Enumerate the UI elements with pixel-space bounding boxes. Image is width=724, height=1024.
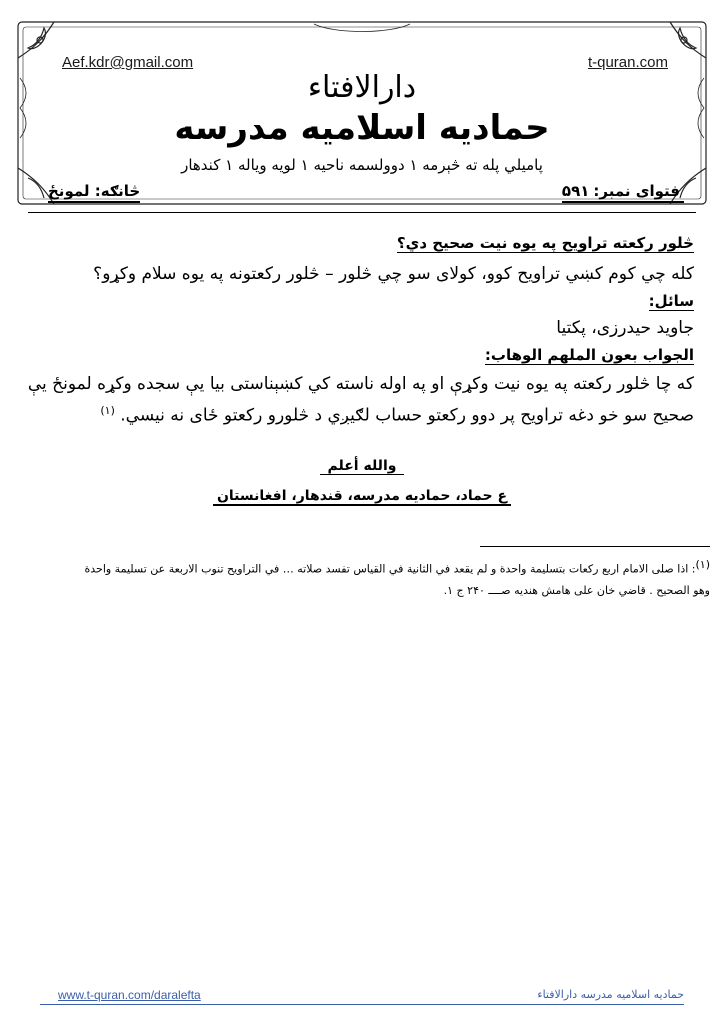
darul-ifta-title: دارالافتاء [307, 70, 417, 105]
answer-line-2-text: صحیح سو خو دغه تراویح پر دوو رکعتو حساب لګیږي د څلورو رکعتو ځای نه نیسي. [120, 405, 694, 426]
footnote-marker: (۱) [695, 558, 710, 571]
footnote-reference[interactable]: (۱) [100, 404, 115, 417]
fatwa-number-label: فتوای نمبر: [593, 182, 680, 200]
signature [0, 488, 724, 504]
madrasa-title: حمادیه اسلامیه مدرسه [174, 108, 550, 148]
footer-right-text: حمادیه اسلامیه مدرسه دارالافتاء [537, 988, 684, 1001]
footer-link[interactable]: www.t-quran.com/daralefta [58, 988, 201, 1002]
wallah-alam [0, 458, 724, 474]
answer-line-1: که چا څلور رکعته په یوه نیت وکړې او په اوله ناسته کي کښېناستی بیا یې سجده وکړه لمونځ یې [27, 374, 694, 394]
asker-label: سائل: [648, 292, 694, 310]
footnote-line-1 [84, 558, 710, 576]
footer-divider [40, 1004, 684, 1005]
footnote-line-2: وهو الصحيح . قاضي خان على هامش هنديه صــــ ۲۴۰ ج ۱. [443, 584, 710, 597]
header-divider [28, 212, 696, 213]
footnote-line-1-text: : اذا صلى الامام اربع ركعات بتسليمة واحدة و لم يقعد في الثانية في القياس تفسد صلاته … في التراويح تنوب الاربعة عن تسليمة واحدة [84, 562, 696, 576]
footnote-divider [480, 546, 710, 547]
fatwa-number [562, 182, 684, 203]
question-title: څلور رکعته تراویح په یوه نیت صحیح دي؟ [396, 234, 694, 252]
answer-label: الجواب بعون الملهم الوهاب: [484, 346, 694, 364]
email-link[interactable]: Aef.kdr@gmail.com [62, 54, 194, 71]
category-label: څانګه: لمونځ [48, 182, 140, 203]
website-link[interactable]: t-quran.com [587, 54, 668, 71]
asker-name: جاوید حیدرزی، پکتیا [556, 318, 694, 338]
answer-line-2 [100, 404, 694, 426]
signature-text: ع حماد، حمادیه مدرسه، قندهار، افغانستان [213, 488, 511, 506]
address-line: پامیلي پله ته څېرمه ۱ دوولسمه ناحیه ۱ لویه ویاله ۱ کندهار [181, 156, 543, 174]
fatwa-number-value: ۵۹۱ [561, 182, 590, 200]
question-body: کله چي کوم کښي تراویح کوو، کولای سو چي څلور – څلور رکعتونه په یوه سلام وکړو؟ [93, 264, 694, 284]
wallah-alam-text: والله أعلم [320, 458, 405, 475]
